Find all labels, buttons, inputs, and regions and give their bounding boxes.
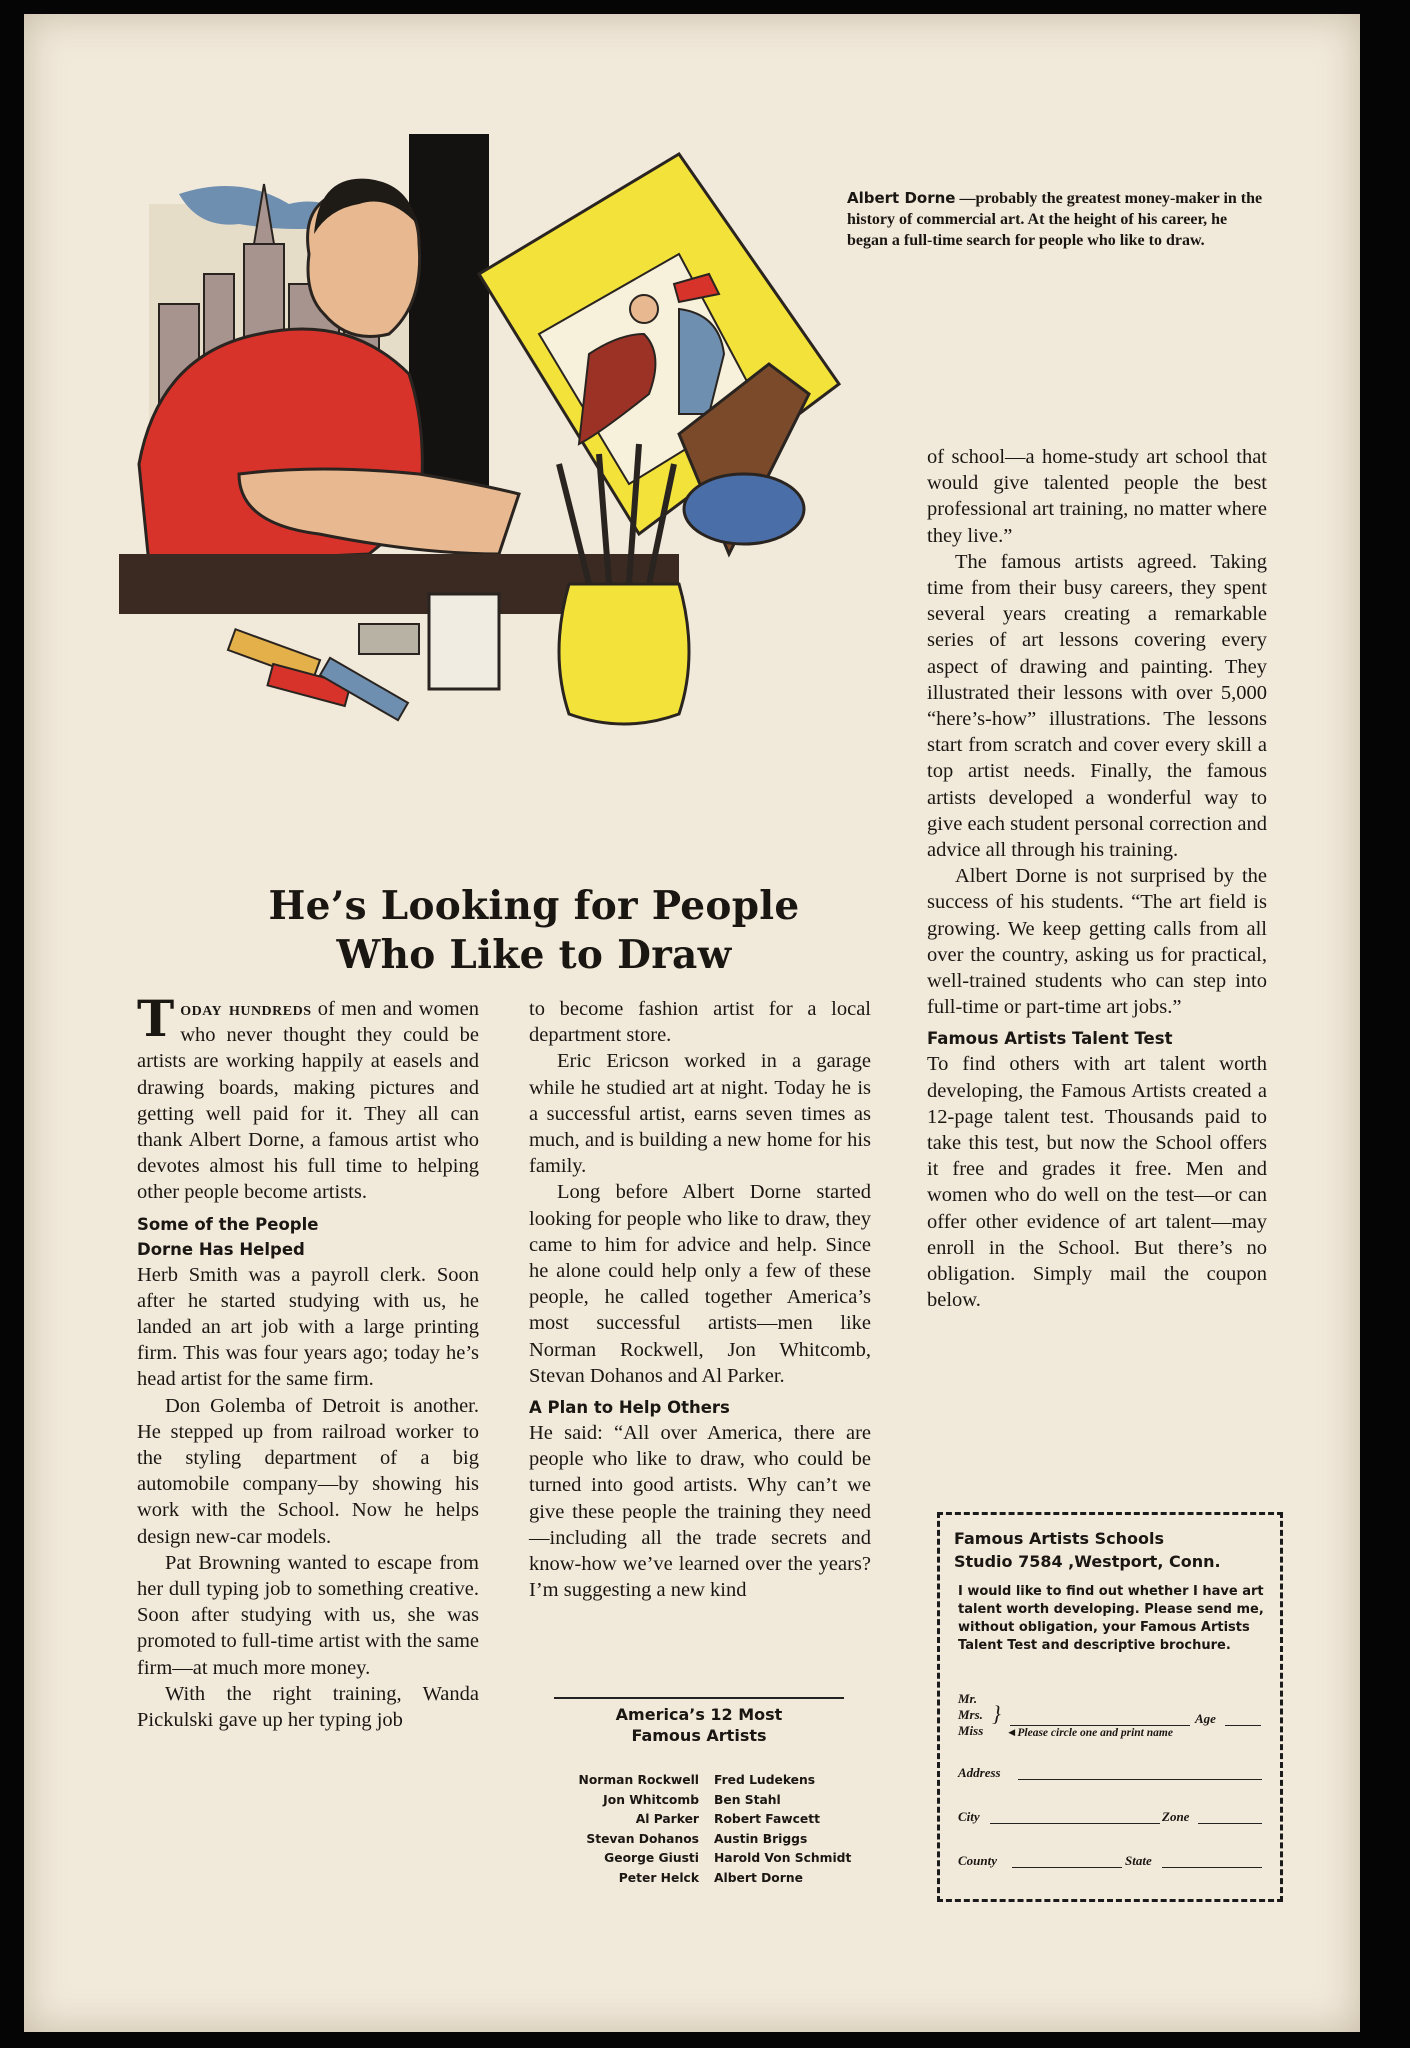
ad-headline [164,882,904,980]
illustration-caption [847,188,1267,251]
artist-name: Peter Helck [618,1870,699,1885]
address-field[interactable] [1018,1779,1262,1780]
paragraph: With the right training, Wanda Pickulski gave up her typing job [137,1682,479,1732]
salutation-mrs[interactable]: Mrs. [958,1707,983,1722]
age-field[interactable] [1225,1725,1261,1726]
artist-name: Jon Whitcomb [603,1792,699,1807]
intro-text: of men and women who never thought they could be artists are working happily at easels and drawing boards, making pictures and getting well paid for it. They all can thank Albert Dorne, a famous artist who devotes almost his full time to helping other people become artists. [137,998,479,1204]
artist-name: George Giusti [604,1851,699,1865]
artist-name: Robert Fawcett [714,1812,821,1826]
artists-rule [554,1697,844,1699]
body-column-3 [927,444,1267,1314]
mail-coupon[interactable] [937,1512,1283,1902]
paint-jars [429,594,499,689]
subhead-line-2: Dorne Has Helped [137,1239,305,1259]
paragraph: The famous artists agreed. Taking time from their busy careers, they spent several years creating a remarkable series of art lessons covering every aspect of drawing and painting. They illustrated their lessons with over 5,000 “here’s-how” illustrations. The lessons start from scratch and cover every skill a top artist needs. Finally, the famous artists developed a wonderful way to give each student personal correction and advice all through his training. [927,550,1267,862]
coupon-studio-address: Studio 7584 ,Westport, Conn. [954,1552,1221,1571]
paragraph: of school—a home-study art school that would give talented people the best professional art training, no matter where they live.” [927,446,1267,547]
age-label: Age [1195,1711,1216,1726]
subhead-talent-test: Famous Artists Talent Test [927,1029,1173,1049]
county-label: County [958,1853,998,1868]
artist-name: Al Parker [635,1812,699,1826]
coupon-header [954,1527,1274,1573]
lead-smallcaps: oday hundreds [180,998,312,1020]
zone-field[interactable] [1198,1823,1262,1824]
circle-note: ◄Please circle one and print name [1006,1727,1173,1739]
county-field[interactable] [1012,1867,1122,1868]
headline-line-1: He’s Looking for People [268,883,800,929]
artist-name: Fred Ludekens [714,1773,816,1787]
subhead-people-helped [137,1212,479,1262]
coupon-body-text: I would like to find out whether I have art talent worth developing. Please send me, without obligation, your Famous Artists Talent Test and descriptive brochure. [958,1584,1264,1653]
artists-list [519,1771,899,1891]
artist-name: Harold Von Schmidt [714,1851,852,1865]
body-column-1 [137,989,479,1733]
subhead-line-1: Some of the People [137,1214,319,1234]
artist-name: Stevan Dohanos [586,1831,699,1846]
paragraph: Herb Smith was a payroll clerk. Soon after he started studying with us, he landed an art job with a large printing firm. This was four years ago; today he’s head artist for the same firm. [137,1263,479,1391]
bowl [684,474,804,544]
paragraph: Albert Dorne is not surprised by the success of his students. “The art field is growing. We keep getting calls from all over the country, asking us for practical, well-trained students who can step into full-time or part-time art jobs.” [927,865,1267,1019]
artist-name: Albert Dorne [714,1870,803,1885]
salutation-options[interactable] [958,1691,983,1739]
address-label: Address [958,1765,1001,1780]
headline-line-2: Who Like to Draw [336,932,732,978]
name-field[interactable] [1010,1725,1190,1726]
city-label: City [958,1809,980,1824]
paragraph: To find others with art talent worth developing, the Famous Artists created a 12-page talent test. Thousands paid to take this test, but now the School offers it free and grades it free. Men and women who do well on the test—or can offer other evidence of art talent—may enroll in the School. But there’s no obligation. Simply mail the coupon below. [927,1053,1267,1312]
body-column-2 [529,996,871,1603]
artists-title [524,1704,874,1746]
coupon-school-name: Famous Artists Schools [954,1529,1164,1548]
salutation-miss[interactable]: Miss [958,1723,984,1738]
caption-text: —probably the greatest money-maker in the history of commercial art. At the height of his career, he began a full-time search for people who like to draw. [847,190,1263,249]
artists-left-column [519,1771,699,1891]
paragraph: Don Golemba of Detroit is another. He stepped up from railroad worker to the styling department of a big automobile company—by showing his work with the School. Now he helps design new-car models. [137,1394,479,1548]
caption-name: Albert Dorne [847,189,956,207]
paragraph: Pat Browning wanted to escape from her dull typing job to something creative. Soon after studying with us, she was promoted to full-time artist with the same firm—at much more money. [137,1551,479,1679]
salutation-mr[interactable]: Mr. [958,1691,978,1706]
zone-label: Zone [1162,1809,1190,1824]
paragraph: Long before Albert Dorne started looking for people who like to draw, they came to him for advice and help. Since he alone could help only a few of these people, he called together America’s most successful artists—men like Norman Rockwell, Jon Whitcomb, Stevan Dohanos and Al Parker. [529,1181,871,1387]
state-label: State [1125,1853,1152,1868]
artist-name: Norman Rockwell [578,1773,699,1787]
drop-cap: T [137,989,175,1048]
paragraph: to become fashion artist for a local department store. [529,998,871,1047]
city-field[interactable] [990,1823,1160,1824]
brace-symbol: } [992,1701,1001,1726]
artists-title-line-1: America’s 12 Most [615,1705,783,1724]
artists-right-column [714,1771,899,1891]
state-field[interactable] [1162,1867,1262,1868]
artist-name: Austin Briggs [714,1831,808,1846]
subhead-plan: A Plan to Help Others [529,1398,730,1418]
artist-name: Ben Stahl [714,1792,781,1807]
paragraph: Eric Ericson worked in a garage while he studied art at night. Today he is a successful artist, earns seven times as much, and is building a new home for his family. [529,1050,871,1178]
comic-ad-page [24,14,1360,2032]
artists-title-line-2: Famous Artists [631,1726,767,1745]
paragraph: He said: “All over America, there are people who like to draw, who could be turned into good artists. Why can’t we give these people the training they need—including all the trade secrets and know-how we’ve learned over the years? I’m suggesting a new kind [529,1422,871,1602]
albert-dorne-illustration [119,134,919,834]
